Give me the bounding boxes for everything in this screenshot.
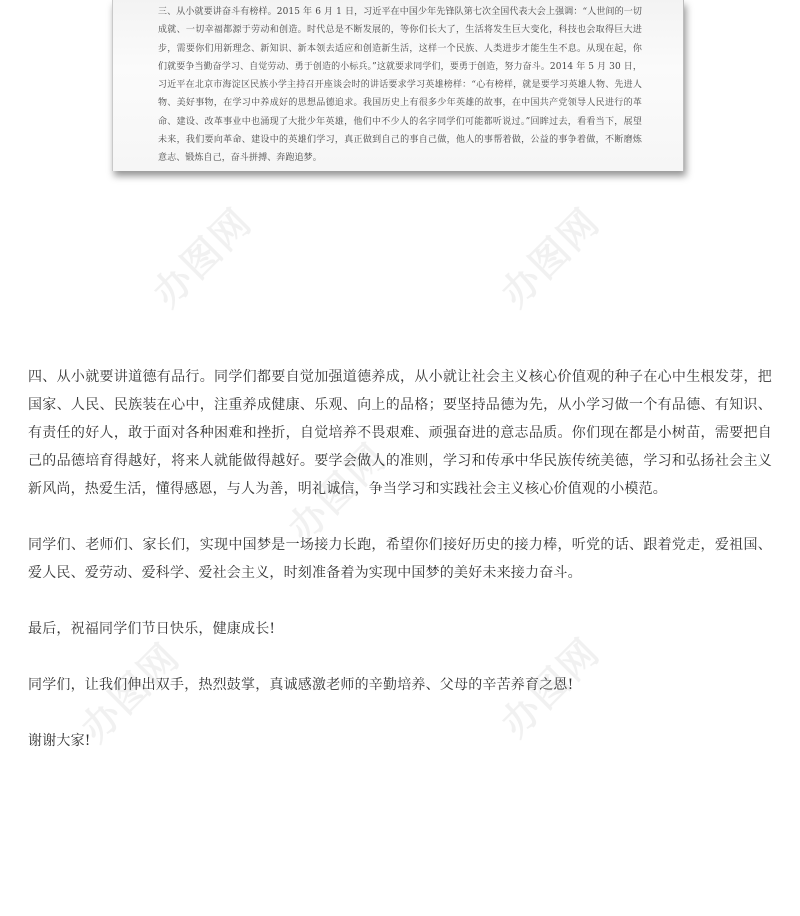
card-text-line: 意志、锻炼自己，奋斗拼搏、奔跑追梦。 bbox=[158, 153, 322, 164]
text-line: 同学们，让我们伸出双手，热烈鼓掌，真诚感激老师的辛勤培养、父母的辛苦养育之恩! bbox=[28, 677, 574, 693]
card-text-line: 步，需要你们用新理念、新知识、新本领去适应和创造新生活，这样一个民族、人类进步才能生生不息。从现在起，你 bbox=[158, 43, 642, 54]
watermark: 办图网 bbox=[492, 199, 609, 316]
text-line: 爱人民、爱劳动、爱科学、爱社会主义，时刻准备着为实现中国梦的美好未来接力奋斗。 bbox=[28, 565, 582, 581]
paper-excerpt-card bbox=[112, 0, 684, 171]
card-text-line: 命、建设、改革事业中也涌现了大批少年英雄，他们中不少人的名字同学们可能都听说过。”回眸过去，看看当下，展望 bbox=[158, 116, 642, 127]
watermark: 办图网 bbox=[492, 629, 609, 746]
watermark: 办图网 bbox=[279, 434, 396, 551]
speech-body bbox=[28, 363, 772, 783]
card-text-line: 物、美好事物，在学习中养成好的思想品德追求。我国历史上有很多少年英雄的故事，在中国共产党领导人民进行的革 bbox=[158, 98, 642, 109]
text-line: 己的品德培育得越好，将来人就能做得越好。要学会做人的准则，学习和传承中华民族传统美德，学习和弘扬社会主义 bbox=[28, 453, 772, 469]
paragraph-applause bbox=[28, 671, 772, 699]
text-line: 四、从小就要讲道德有品行。同学们都要自觉加强道德养成，从小就让社会主义核心价值观的种子在心中生根发芽，把 bbox=[28, 369, 772, 385]
paragraph-chinese-dream bbox=[28, 531, 772, 587]
paragraph-thanks bbox=[28, 727, 772, 755]
paragraph-moral-character bbox=[28, 363, 772, 503]
watermark: 办图网 bbox=[144, 199, 261, 316]
text-line: 有责任的好人，敢于面对各种困难和挫折，自觉培养不畏艰难、顽强奋进的意志品质。你们现在都是小树苗，需要把自 bbox=[28, 425, 772, 441]
text-line: 同学们、老师们、家长们，实现中国梦是一场接力长跑，希望你们接好历史的接力棒，听党的话、跟着党走，爱祖国、 bbox=[28, 537, 772, 553]
text-line: 最后，祝福同学们节日快乐，健康成长! bbox=[28, 621, 276, 637]
text-line: 新风尚，热爱生活，懂得感恩，与人为善，明礼诚信，争当学习和实践社会主义核心价值观的小模范。 bbox=[28, 481, 667, 497]
card-text-line: 三、从小就要讲奋斗有榜样。2015 年 6 月 1 日，习近平在中国少年先锋队第七次全国代表大会上强调：“人世间的一切 bbox=[158, 7, 642, 17]
watermark: 办图网 bbox=[72, 634, 189, 751]
paragraph-blessing bbox=[28, 615, 772, 643]
card-text-line: 们就要争当勤奋学习、自觉劳动、勇于创造的小标兵。”这就要求同学们，要勇于创造，努力奋斗。2014 年 5 月 30 日， bbox=[158, 61, 642, 72]
card-text-line: 习近平在北京市海淀区民族小学主持召开座谈会时的讲话要求学习英雄榜样：“心有榜样，就是要学习英雄人物、先进人 bbox=[158, 80, 642, 91]
text-line: 谢谢大家! bbox=[28, 733, 91, 749]
card-text-line: 成就、一切幸福都源于劳动和创造。时代总是不断发展的，等你们长大了，生活将发生巨大变化，科技也会取得巨大进 bbox=[158, 25, 642, 36]
card-text-line: 未来，我们要向革命、建设中的英雄们学习，真正做到自己的事自己做，他人的事帮着做，公益的事争着做，不断磨炼 bbox=[158, 135, 642, 146]
text-line: 国家、人民、民族装在心中，注重养成健康、乐观、向上的品格；要坚持品德为先，从小学习做一个有品德、有知识、 bbox=[28, 397, 772, 413]
